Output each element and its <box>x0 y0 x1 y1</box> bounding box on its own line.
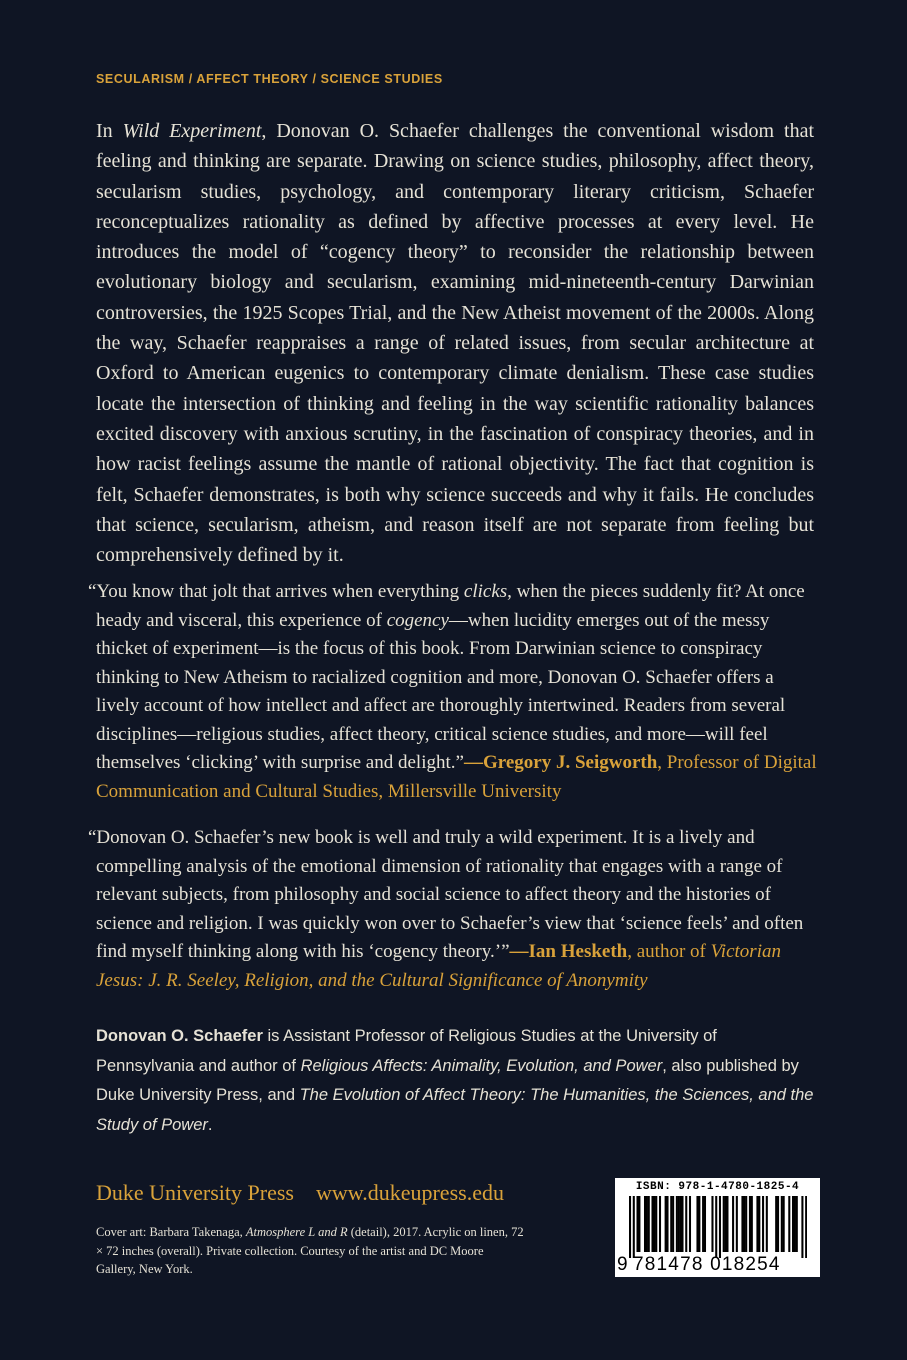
bio-author-name: Donovan O. Schaefer <box>96 1027 263 1045</box>
barcode-bar <box>678 1196 680 1252</box>
barcode-bar <box>743 1196 745 1252</box>
cover-art-credits <box>96 1223 526 1279</box>
barcode-bar <box>758 1196 760 1252</box>
blurb2-author: —Ian Hesketh <box>509 941 628 962</box>
blurb1-text-1: “You know that jolt that arrives when everything <box>88 581 464 602</box>
barcode-bar <box>736 1196 738 1252</box>
barcode-bar <box>655 1196 657 1252</box>
book-description <box>96 116 814 570</box>
barcode-bar <box>698 1196 700 1252</box>
barcode-bar <box>762 1196 764 1252</box>
barcode-bar <box>702 1196 704 1252</box>
barcode-bar <box>719 1196 721 1258</box>
blurb1-italic-cogency: cogency <box>386 609 449 631</box>
blurb1-author: —Gregory J. Seigworth <box>463 752 658 773</box>
barcode-bar <box>726 1196 728 1252</box>
barcode-bar <box>636 1196 638 1252</box>
barcode-bar <box>732 1196 734 1252</box>
isbn-label: ISBN: 978-1-4780-1825-4 <box>635 1181 800 1193</box>
blurb1-affiliation: , Professor of Digital Communication and Cultural Studies, Millersville University <box>96 752 817 802</box>
description-body: , Donovan O. Schaefer challenges the conventional wisdom that feeling and thinking are separate. Drawing on science studies, philosophy, affect theory, secularism studies, psychology, and contemporary literary criticism, Schaefer reconceptualizes rationality as defined by affective processes at every level. He introduces the model of “cogency theory” to reconsider the relationship between evolutionary biology and secularism, examining mid-nineteenth-century Darwinian controversies, the 1925 Scopes Trial, and the New Atheist movement of the 2000s. Along the way, Schaefer reappraises a range of related issues, from secular architecture at Oxford to American eugenics to contemporary climate denialism. These case studies locate the intersection of thinking and feeling in the way scientific rationality balances excited discovery with anxious scrutiny, in the fascination of conspiracy theories, and in how racist feelings assume the mantle of rational objectivity. The fact that cognition is felt, Schaefer demonstrates, is both why science succeeds and why it fails. He concludes that science, secularism, atheism, and reason itself are not separate from feeling but comprehensively defined by it. <box>96 120 814 567</box>
barcode-bar <box>756 1196 758 1252</box>
barcode-bar <box>715 1196 717 1258</box>
blurb2-affiliation: , author of <box>627 941 711 962</box>
credits-text-2: (detail), 2017. Acrylic on linen, 72 × 72 inches (overall). Private collection. Courtesy of the artist and DC Moore Gallery, New York. <box>96 1225 524 1277</box>
author-bio <box>96 1022 816 1141</box>
barcode-bar <box>704 1196 706 1252</box>
blurb1-italic-clicks: clicks <box>463 581 508 602</box>
barcode-bar <box>751 1196 753 1252</box>
barcode-bar <box>696 1196 698 1252</box>
description-lead: In <box>96 120 123 142</box>
barcode-bar <box>796 1196 798 1252</box>
barcode-bar <box>665 1196 667 1252</box>
blurb1-text-3: —when lucidity emerges out of the messy thicket of experiment—is the focus of this book. From Darwinian science to conspiracy thinking to New Atheism to racialized cognition and more, Donovan O. Schaefer offers a lively account of how intellect and affect are thoroughly intertwined. Readers from several disciplines—religious studies, affect theory, critical science studies, and more—will feel themselves ‘clicking’ with surprise and delight.” <box>96 609 786 773</box>
barcode-bar <box>741 1196 743 1252</box>
barcode-bar <box>644 1196 646 1252</box>
barcode-bar <box>777 1196 779 1252</box>
barcode-bar <box>648 1196 650 1252</box>
barcode-bar <box>659 1196 661 1252</box>
bio-text-3: . <box>207 1116 213 1135</box>
barcode-bar <box>646 1196 648 1252</box>
barcode-bar <box>670 1196 672 1252</box>
barcode-bar <box>725 1196 727 1252</box>
barcode-bar <box>681 1196 683 1252</box>
barcode-bar <box>680 1196 682 1252</box>
description-book-title: Wild Experiment <box>122 120 262 142</box>
isbn-barcode <box>615 1178 820 1277</box>
barcode-bar <box>653 1196 655 1252</box>
bio-book-1: Religious Affects: Animality, Evolution, and Power <box>300 1056 663 1075</box>
blurb1-text-2: , when the pieces suddenly fit? At once heady and visceral, this experience of <box>96 581 805 631</box>
barcode-bar <box>781 1196 783 1252</box>
bio-text-1: is Assistant Professor of Religious Studies at the University of Pennsylvania and author of <box>96 1027 717 1075</box>
barcode-bar <box>792 1196 794 1252</box>
subject-categories: SECULARISM / AFFECT THEORY / SCIENCE STUDIES <box>96 72 443 86</box>
bio-book-2: The Evolution of Affect Theory: The Humanities, the Sciences, and the Study of Power <box>96 1086 814 1135</box>
barcode-bar <box>651 1196 653 1252</box>
publisher-url[interactable]: www.dukeupress.edu <box>315 1180 504 1205</box>
barcode-bar <box>676 1196 678 1252</box>
barcode-bar <box>638 1196 640 1252</box>
credits-artwork-title: Atmosphere L and R <box>245 1225 348 1239</box>
credits-text-1: Cover art: Barbara Takenaga, <box>96 1225 246 1239</box>
blurb-seigworth <box>88 578 818 806</box>
barcode-bar <box>689 1196 691 1252</box>
barcode-bar <box>723 1196 725 1252</box>
barcode-lead-digit: 9 <box>617 1254 629 1275</box>
blurb2-book-title: Victorian Jesus: J. R. Seeley, Religion, and the Cultural Significance of Anonymity <box>96 941 781 991</box>
barcode-bar <box>805 1196 807 1258</box>
barcode-bar <box>666 1196 668 1252</box>
barcode-bar <box>788 1196 790 1252</box>
barcode-bar <box>672 1196 674 1252</box>
barcode-bar <box>711 1196 713 1252</box>
barcode-bar <box>629 1196 631 1258</box>
barcode-bar <box>749 1196 751 1252</box>
barcode-bar <box>783 1196 785 1252</box>
barcode-bar <box>745 1196 747 1252</box>
barcode-digits: 781478 018254 <box>633 1254 781 1275</box>
barcode-bar <box>685 1196 687 1252</box>
blurb2-text: “Donovan O. Schaefer’s new book is well and truly a wild experiment. It is a lively and compelling analysis of the emotional dimension of rationality that engages with a range of relevant subjects, from philosophy and social science to affect theory and the histories of science and religion. I was quickly won over to Schaefer’s view that ‘science feels’ and often find myself thinking along with his ‘cogency theory.’” <box>88 827 804 962</box>
barcode-bar <box>766 1196 768 1252</box>
publisher-name: Duke University Press <box>96 1180 294 1205</box>
barcode-bar <box>794 1196 796 1252</box>
barcode-bar <box>801 1196 803 1258</box>
publisher-line <box>96 1180 526 1206</box>
barcode-bar <box>633 1196 635 1258</box>
barcode-bar <box>775 1196 777 1252</box>
bio-text-2: , also published by Duke University Press, and <box>96 1056 799 1105</box>
barcode-bars <box>629 1196 807 1258</box>
blurb-hesketh <box>88 824 818 995</box>
